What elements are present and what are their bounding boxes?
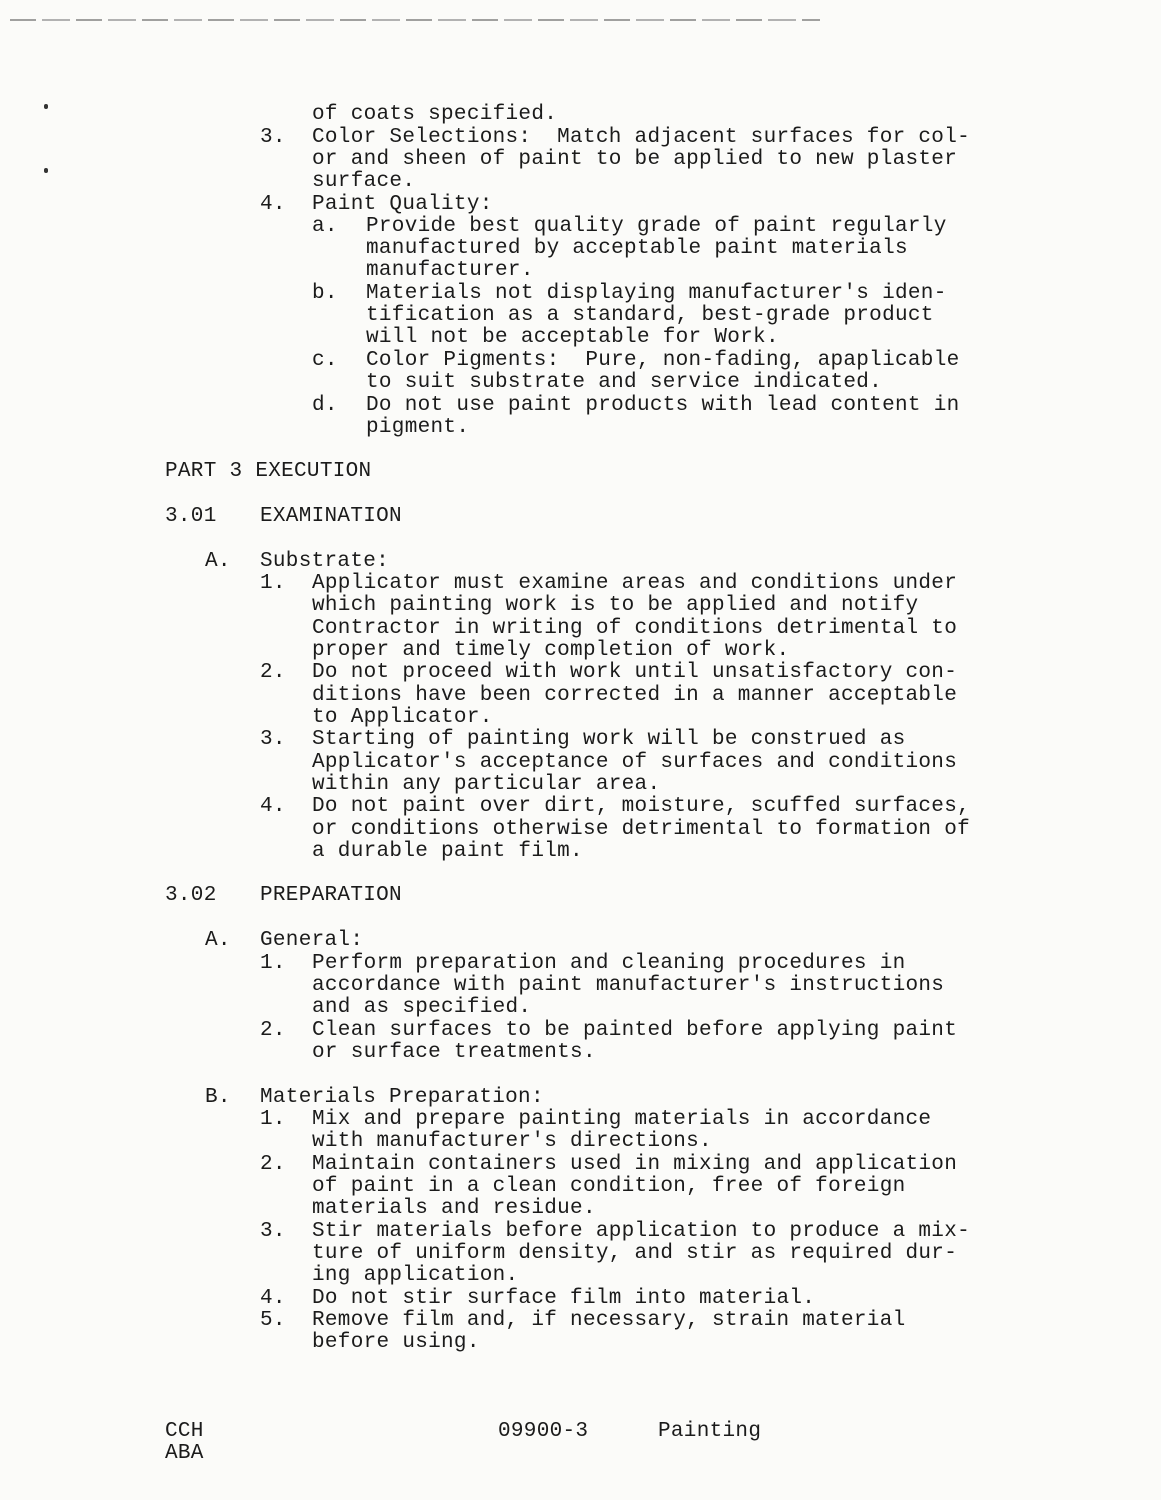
sub-item-letter: a. bbox=[312, 215, 338, 238]
item-line: surface. bbox=[312, 170, 416, 193]
item-line: Do not proceed with work until unsatisfactory con- bbox=[312, 661, 958, 684]
subsection-label: B. bbox=[205, 1086, 231, 1109]
section-title: EXAMINATION bbox=[260, 505, 402, 528]
item-number: 1. bbox=[260, 572, 286, 595]
item-line: proper and timely completion of work. bbox=[312, 639, 790, 662]
sub-item-line: Color Pigments: Pure, non-fading, apaplicable bbox=[366, 349, 960, 372]
subsection-label: A. bbox=[205, 550, 231, 573]
item-line: Applicator must examine areas and conditions under bbox=[312, 572, 958, 595]
item-line: Applicator's acceptance of surfaces and conditions bbox=[312, 751, 958, 774]
item-line: and as specified. bbox=[312, 996, 532, 1019]
item-line: Stir materials before application to produce a mix- bbox=[312, 1220, 971, 1243]
item-line: or surface treatments. bbox=[312, 1041, 596, 1064]
item-line: a durable paint film. bbox=[312, 840, 583, 863]
section-number: 3.02 bbox=[165, 884, 217, 907]
section-number: 3.01 bbox=[165, 505, 217, 528]
sub-item-line: pigment. bbox=[366, 416, 470, 439]
item-line: to Applicator. bbox=[312, 706, 493, 729]
item-line: materials and residue. bbox=[312, 1197, 596, 1220]
item-number: 2. bbox=[260, 1153, 286, 1176]
item-number: 5. bbox=[260, 1309, 286, 1332]
item-line: Remove film and, if necessary, strain material bbox=[312, 1309, 906, 1332]
section-title: PREPARATION bbox=[260, 884, 402, 907]
footer-section-title: Painting bbox=[658, 1420, 762, 1443]
sub-item-line: to suit substrate and service indicated. bbox=[366, 371, 883, 394]
item-number: 3. bbox=[260, 728, 286, 751]
footer-initials: ABA bbox=[165, 1442, 204, 1465]
subsection-title: Materials Preparation: bbox=[260, 1086, 544, 1109]
item-line: of paint in a clean condition, free of foreign bbox=[312, 1175, 906, 1198]
item-line: Color Selections: Match adjacent surfaces for col- bbox=[312, 126, 971, 149]
item-line: within any particular area. bbox=[312, 773, 661, 796]
sub-item-letter: b. bbox=[312, 282, 338, 305]
item-number: 4. bbox=[260, 193, 286, 216]
sub-item-line: tification as a standard, best-grade product bbox=[366, 304, 934, 327]
part-heading: PART 3 EXECUTION bbox=[165, 460, 372, 483]
subsection-label: A. bbox=[205, 929, 231, 952]
item-number: 4. bbox=[260, 1287, 286, 1310]
item-line: Contractor in writing of conditions detrimental to bbox=[312, 617, 958, 640]
scan-speck bbox=[44, 104, 48, 109]
item-number: 1. bbox=[260, 1108, 286, 1131]
sub-item-line: manufactured by acceptable paint materials bbox=[366, 237, 908, 260]
item-line: ditions have been corrected in a manner acceptable bbox=[312, 684, 958, 707]
item-line: with manufacturer's directions. bbox=[312, 1130, 712, 1153]
item-number: 3. bbox=[260, 1220, 286, 1243]
item-line: Do not paint over dirt, moisture, scuffed surfaces, bbox=[312, 795, 971, 818]
item-line: ture of uniform density, and stir as required dur- bbox=[312, 1242, 958, 1265]
sub-item-letter: d. bbox=[312, 394, 338, 417]
item-line: before using. bbox=[312, 1331, 480, 1354]
subsection-title: Substrate: bbox=[260, 550, 390, 573]
item-line: Paint Quality: bbox=[312, 193, 493, 216]
item-line: ing application. bbox=[312, 1264, 519, 1287]
footer-initials: CCH bbox=[165, 1420, 204, 1443]
footer-page-number: 09900-3 bbox=[498, 1420, 589, 1443]
item-line: Perform preparation and cleaning procedures in bbox=[312, 952, 906, 975]
item-line: or conditions otherwise detrimental to formation of bbox=[312, 818, 971, 841]
item-line: which painting work is to be applied and notify bbox=[312, 594, 919, 617]
sub-item-line: Materials not displaying manufacturer's iden- bbox=[366, 282, 947, 305]
sub-item-line: Do not use paint products with lead content in bbox=[366, 394, 960, 417]
continuation-line: of coats specified. bbox=[312, 103, 558, 126]
sub-item-line: manufacturer. bbox=[366, 259, 534, 282]
sub-item-letter: c. bbox=[312, 349, 338, 372]
item-number: 2. bbox=[260, 661, 286, 684]
sub-item-line: Provide best quality grade of paint regularly bbox=[366, 215, 947, 238]
item-line: Do not stir surface film into material. bbox=[312, 1287, 816, 1310]
item-number: 2. bbox=[260, 1019, 286, 1042]
item-line: Maintain containers used in mixing and application bbox=[312, 1153, 958, 1176]
item-line: accordance with paint manufacturer's instructions bbox=[312, 974, 945, 997]
item-line: Clean surfaces to be painted before applying paint bbox=[312, 1019, 958, 1042]
item-line: Mix and prepare painting materials in accordance bbox=[312, 1108, 932, 1131]
item-number: 1. bbox=[260, 952, 286, 975]
scan-artifact-line bbox=[10, 19, 820, 21]
subsection-title: General: bbox=[260, 929, 364, 952]
scan-speck bbox=[44, 168, 48, 173]
item-line: or and sheen of paint to be applied to new plaster bbox=[312, 148, 958, 171]
item-line: Starting of painting work will be construed as bbox=[312, 728, 906, 751]
item-number: 4. bbox=[260, 795, 286, 818]
sub-item-line: will not be acceptable for Work. bbox=[366, 326, 779, 349]
item-number: 3. bbox=[260, 126, 286, 149]
